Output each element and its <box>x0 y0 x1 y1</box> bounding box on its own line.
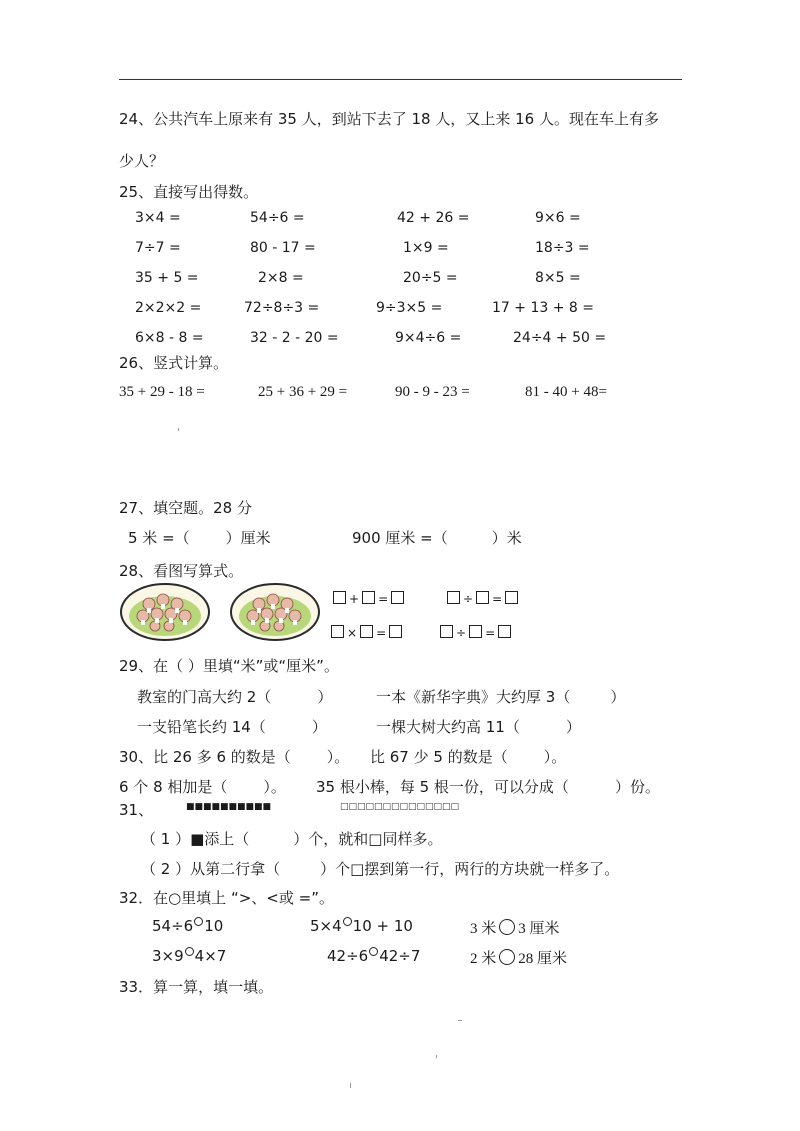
q29-item-4 <box>376 716 581 737</box>
q29-item-2 <box>376 686 625 707</box>
q32-right: 4×7 <box>194 947 227 965</box>
q29-item-close: ） <box>311 718 327 736</box>
compare-circle-icon[interactable] <box>499 919 515 935</box>
q29-item-text: 教室的门高大约 2（ <box>137 688 272 706</box>
q29-item-1 <box>137 686 332 707</box>
blank-box[interactable] <box>469 625 482 638</box>
q31-sub2-rest: ）个□摆到第一行，两行的方块就一样多了。 <box>320 860 620 878</box>
compare-circle-icon[interactable] <box>499 949 515 965</box>
q32-left: 42÷6 <box>327 947 369 965</box>
header-rule <box>119 79 682 80</box>
q29-item-3 <box>137 716 327 737</box>
q26-title: 26、竖式计算。 <box>119 354 229 372</box>
q28-eq-add <box>333 589 404 606</box>
divide-sign: ÷ <box>456 626 467 640</box>
equals-sign: = <box>376 626 387 640</box>
q25-cell: 80 - 17 = <box>250 240 316 256</box>
q25-cell: 24÷4 + 50 = <box>513 330 607 346</box>
q24-line1: 24、公共汽车上原来有 35 人，到站下去了 18 人，又上来 16 人。现在车上有多 <box>119 110 659 128</box>
mushroom-plate-2 <box>229 582 321 642</box>
q30-a-close: ）。 <box>326 748 350 766</box>
q32-right: 10 + 10 <box>352 917 413 935</box>
blank-box[interactable] <box>476 591 489 604</box>
q25-cell: 1×9 = <box>403 240 449 256</box>
q27-item-b <box>352 527 522 548</box>
blank-box[interactable] <box>360 625 373 638</box>
q29-item-text: 一棵大树大约高 11（ <box>376 718 520 736</box>
q30-b-text: 比 67 少 5 的数是（ <box>370 748 508 766</box>
plus-sign: + <box>349 592 360 606</box>
q32-compare <box>152 917 223 935</box>
q32-compare <box>470 917 560 938</box>
q31-sub1-text: （ 1 ）■添上（ <box>141 830 250 848</box>
q29-item-close: ） <box>610 688 626 706</box>
q32-left: 54÷6 <box>152 917 194 935</box>
q26-item: 90 - 9 - 23 = <box>395 384 470 400</box>
q30-a <box>119 746 349 767</box>
q30-c-close: ）。 <box>263 778 286 796</box>
q27-b-pre: 900 厘米 =（ <box>352 529 448 547</box>
q33-title: 33．算一算，填一填。 <box>119 978 274 996</box>
q25-cell: 9×6 = <box>535 210 581 226</box>
q32-compare <box>470 947 567 968</box>
q29-item-text: 一支铅笔长约 14（ <box>137 718 266 736</box>
blank-box[interactable] <box>333 591 346 604</box>
divide-sign: ÷ <box>463 592 474 606</box>
compare-circle-icon[interactable] <box>369 947 378 956</box>
q25-cell: 3×4 = <box>135 210 181 226</box>
q25-cell: 7÷7 = <box>135 240 181 256</box>
q25-cell: 42 + 26 = <box>397 210 470 226</box>
q28-title: 28、看图写算式。 <box>119 562 244 580</box>
q27-b-post: ）米 <box>491 529 522 547</box>
q31-label: 31、 <box>119 801 154 819</box>
q27-title: 27、填空题。28 分 <box>119 499 252 517</box>
q32-left: 3 米 <box>470 921 497 937</box>
q25-cell: 18÷3 = <box>535 240 590 256</box>
q31-sub2 <box>141 858 619 879</box>
compare-circle-icon[interactable] <box>343 917 352 926</box>
q29-item-text: 一本《新华字典》大约厚 3（ <box>376 688 571 706</box>
q32-right: 42÷7 <box>379 947 421 965</box>
q32-compare <box>152 947 226 965</box>
blank-box[interactable] <box>362 591 375 604</box>
compare-circle-icon[interactable] <box>194 917 203 926</box>
scan-speck <box>436 1055 437 1058</box>
q24-line2: 少人？ <box>119 152 165 170</box>
q29-item-close: ） <box>565 718 581 736</box>
q25-cell: 54÷6 = <box>250 210 305 226</box>
blank-box[interactable] <box>505 591 518 604</box>
q27-a-pre: 5 米 =（ <box>128 529 190 547</box>
q27-a-post: ）厘米 <box>225 529 271 547</box>
blank-box[interactable] <box>447 591 460 604</box>
multiply-sign: × <box>347 626 358 640</box>
equals-sign: = <box>378 592 389 606</box>
q30-d <box>316 776 660 797</box>
q31-sub1-rest: ）个，就和□同样多。 <box>293 830 443 848</box>
q30-b-close: ）。 <box>543 748 567 766</box>
q25-cell: 8×5 = <box>535 270 581 286</box>
blank-box[interactable] <box>389 625 402 638</box>
q28-eq-mul <box>331 623 402 640</box>
q29-title: 29、在（ ）里填“米”或“厘米”。 <box>119 657 339 675</box>
scan-speck <box>458 1020 462 1021</box>
q32-compare <box>327 947 420 965</box>
q30-c-text: 6 个 8 相加是（ <box>119 778 228 796</box>
blank-box[interactable] <box>331 625 344 638</box>
compare-circle-icon[interactable] <box>185 947 194 956</box>
q32-right: 10 <box>204 917 224 935</box>
q31-filled-squares: ■■■■■■■■■■ <box>186 802 272 812</box>
q25-cell: 9×4÷6 = <box>395 330 462 346</box>
q31-sub1 <box>141 828 442 849</box>
q30-c <box>119 776 286 797</box>
q25-cell: 2×8 = <box>258 270 304 286</box>
q32-right: 3 厘米 <box>518 921 560 937</box>
q30-b <box>370 746 566 767</box>
q32-compare <box>310 917 413 935</box>
q25-cell: 6×8 - 8 = <box>135 330 204 346</box>
blank-box[interactable] <box>440 625 453 638</box>
q30-d-text: 35 根小棒，每 5 根一份，可以分成（ <box>316 778 569 796</box>
q29-item-close: ） <box>317 688 333 706</box>
q32-left: 2 米 <box>470 951 497 967</box>
q25-cell: 72÷8÷3 = <box>244 300 320 316</box>
q32-left: 3×9 <box>152 947 184 965</box>
scan-speck <box>178 428 179 431</box>
q25-cell: 35 + 5 = <box>135 270 199 286</box>
blank-box[interactable] <box>498 625 511 638</box>
q30-d-close: ）份。 <box>614 778 660 796</box>
q31-empty-squares: □□□□□□□□□□□□□□ <box>340 802 460 812</box>
q25-cell: 32 - 2 - 20 = <box>250 330 339 346</box>
q28-eq-div1 <box>447 589 518 606</box>
q32-title: 32．在○里填上 “>、<或 =”。 <box>119 889 334 907</box>
blank-box[interactable] <box>391 591 404 604</box>
q26-item: 25 + 36 + 29 = <box>258 384 348 400</box>
equals-sign: = <box>492 592 503 606</box>
equals-sign: = <box>485 626 496 640</box>
q30-a-text: 30、比 26 多 6 的数是（ <box>119 748 291 766</box>
q28-eq-div2 <box>440 623 511 640</box>
mushroom-plate-1 <box>119 582 211 642</box>
q32-right: 28 厘米 <box>518 951 568 967</box>
q26-item: 35 + 29 - 18 = <box>119 384 205 400</box>
q25-cell: 9÷3×5 = <box>376 300 443 316</box>
q25-title: 25、直接写出得数。 <box>119 183 259 201</box>
q25-cell: 17 + 13 + 8 = <box>492 300 594 316</box>
q25-cell: 2×2×2 = <box>135 300 202 316</box>
q32-left: 5×4 <box>310 917 342 935</box>
q31-sub2-text: （ 2 ）从第二行拿（ <box>141 860 281 878</box>
q27-item-a <box>128 527 271 548</box>
q25-cell: 20÷5 = <box>403 270 458 286</box>
scan-speck <box>350 1083 351 1088</box>
q26-item: 81 - 40 + 48= <box>525 384 607 400</box>
